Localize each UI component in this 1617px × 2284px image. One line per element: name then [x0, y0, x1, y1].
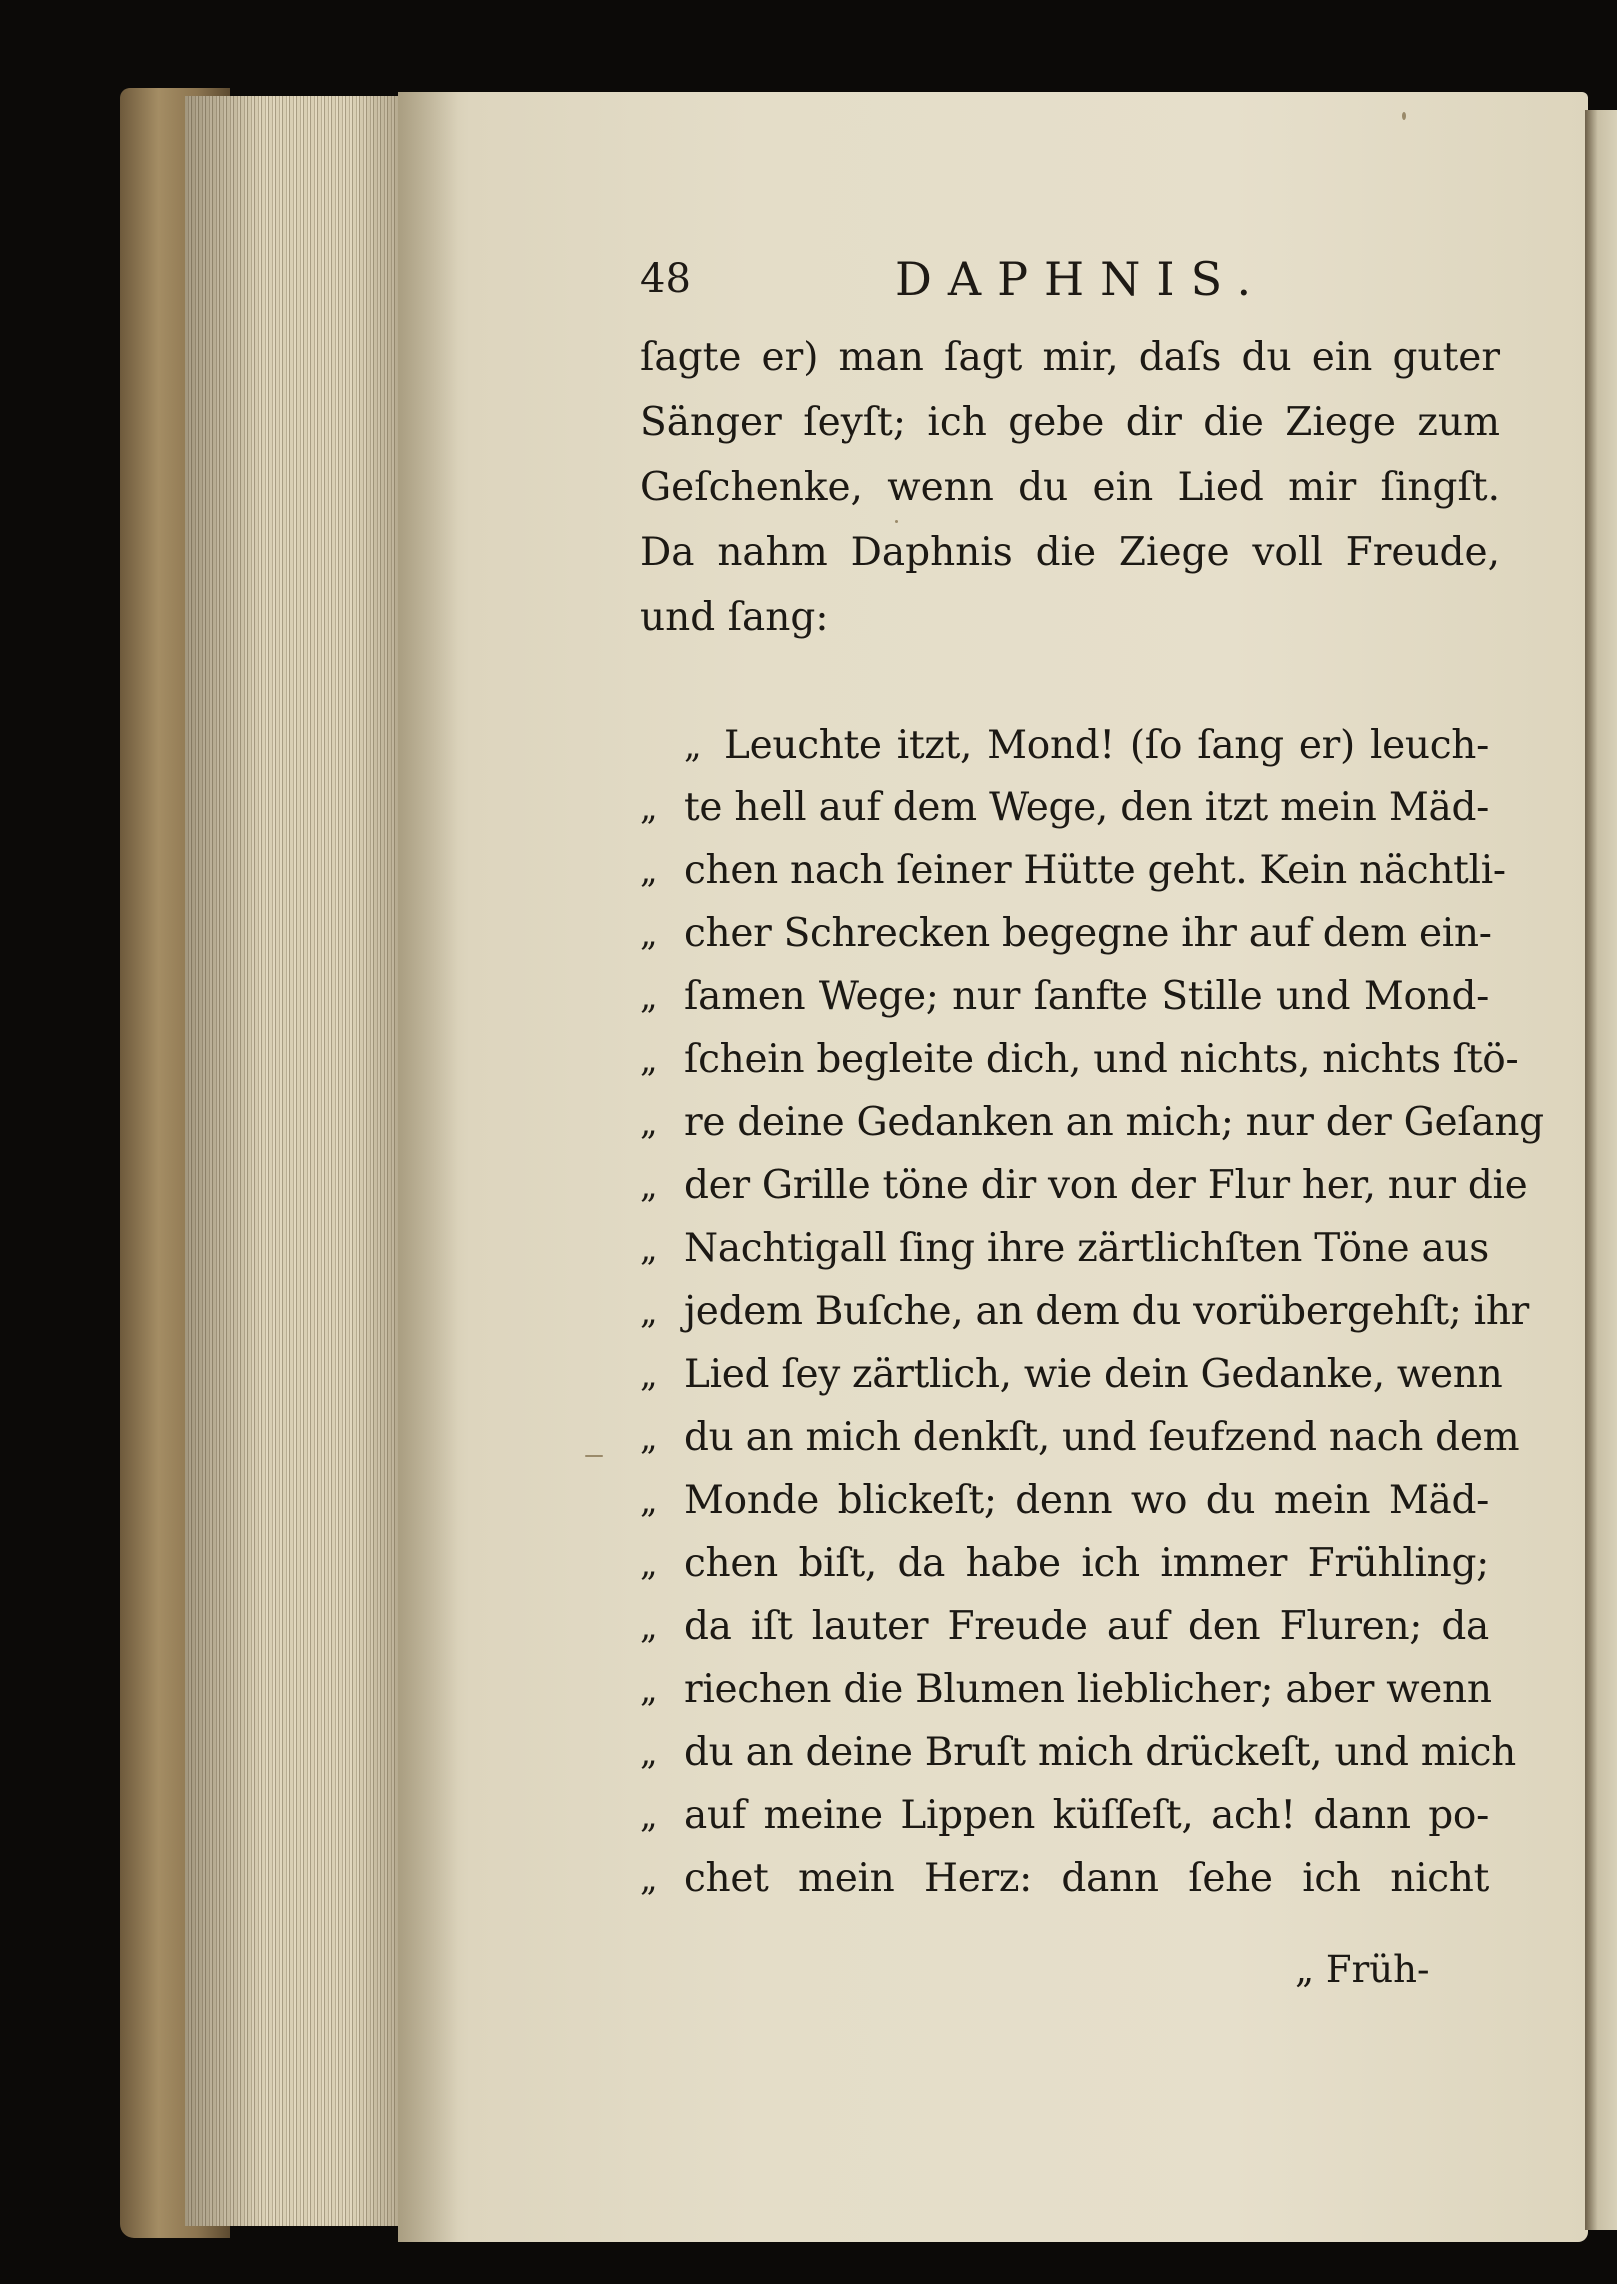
quotation-mark: „: [640, 1859, 658, 1899]
song-line: ſamen Wege; nur ſanfte Stille und Mond-: [684, 974, 1489, 1019]
quotation-mark: „: [640, 1103, 658, 1143]
song-line: cher Schrecken begegne ihr auf dem ein-: [684, 911, 1492, 956]
song-line: Nachtigall ſing ihre zärtlichſten Töne aus: [684, 1226, 1489, 1271]
facing-page-edge: [1585, 110, 1617, 2230]
song-line: ſchein begleite dich, und nichts, nichts ſtö-: [684, 1037, 1519, 1082]
song-line: chen biſt, da habe ich immer Frühling;: [684, 1541, 1489, 1586]
text-line: ſagte er) man ſagt mir, daſs du ein guter: [640, 335, 1500, 380]
quotation-mark: „: [640, 1229, 658, 1269]
quotation-mark: „: [640, 1544, 658, 1584]
text-line: Da nahm Daphnis die Ziege voll Freude,: [640, 530, 1500, 575]
song-line: riechen die Blumen lieblicher; aber wenn: [684, 1667, 1492, 1712]
quotation-mark: „: [640, 1418, 658, 1458]
quotation-mark: „: [640, 914, 658, 954]
quotation-mark: „: [640, 788, 658, 828]
quotation-mark: „: [640, 1292, 658, 1332]
quotation-mark: „: [640, 1481, 658, 1521]
running-head: [640, 252, 1520, 312]
quotation-mark: „: [640, 1607, 658, 1647]
quotation-mark: „: [640, 1166, 658, 1206]
quotation-mark: „: [640, 1670, 658, 1710]
song-line: Leuchte itzt, Mond! (ſo ſang er) leuch-: [724, 723, 1489, 768]
song-line: chen nach ſeiner Hütte geht. Kein nächtli-: [684, 848, 1506, 893]
quotation-mark: „: [640, 851, 658, 891]
text-line: Sänger ſeyſt; ich gebe dir die Ziege zum: [640, 400, 1500, 445]
song-line: auf meine Lippen küſſeſt, ach! dann po-: [684, 1793, 1489, 1838]
song-line: Monde blickeſt; denn wo du mein Mäd-: [684, 1478, 1489, 1523]
quotation-mark: „: [640, 1355, 658, 1395]
quotation-mark: „: [640, 1040, 658, 1080]
text-line: Geſchenke, wenn du ein Lied mir ſingſt.: [640, 465, 1500, 510]
page-edges-shadow: [185, 96, 410, 2226]
song-line: re deine Gedanken an mich; nur der Geſang: [684, 1100, 1544, 1145]
page-gutter-shadow: [398, 92, 458, 2242]
page-number: 48: [640, 256, 691, 302]
song-line: chet mein Herz: dann ſehe ich nicht: [684, 1856, 1489, 1901]
catchword: „ Früh-: [1295, 1948, 1430, 1991]
text-line: und ſang:: [640, 595, 829, 640]
quotation-mark: „: [640, 977, 658, 1017]
song-line: Lied ſey zärtlich, wie dein Gedanke, wenn: [684, 1352, 1503, 1397]
quotation-mark: „: [684, 726, 702, 766]
song-line: jedem Buſche, an dem du vorübergehſt; ihr: [684, 1289, 1530, 1334]
song-line: da iſt lauter Freude auf den Fluren; da: [684, 1604, 1489, 1649]
page-title: DAPHNIS.: [895, 252, 1268, 306]
song-line: der Grille töne dir von der Flur her, nur die: [684, 1163, 1528, 1208]
scan-speck: [1402, 112, 1406, 120]
scan-speck: [585, 1455, 603, 1457]
song-line: te hell auf dem Wege, den itzt mein Mäd-: [684, 785, 1489, 830]
song-line: du an mich denkſt, und ſeufzend nach dem: [684, 1415, 1520, 1460]
quotation-mark: „: [640, 1733, 658, 1773]
quotation-mark: „: [640, 1796, 658, 1836]
song-line: du an deine Bruſt mich drückeſt, und mich: [684, 1730, 1516, 1775]
